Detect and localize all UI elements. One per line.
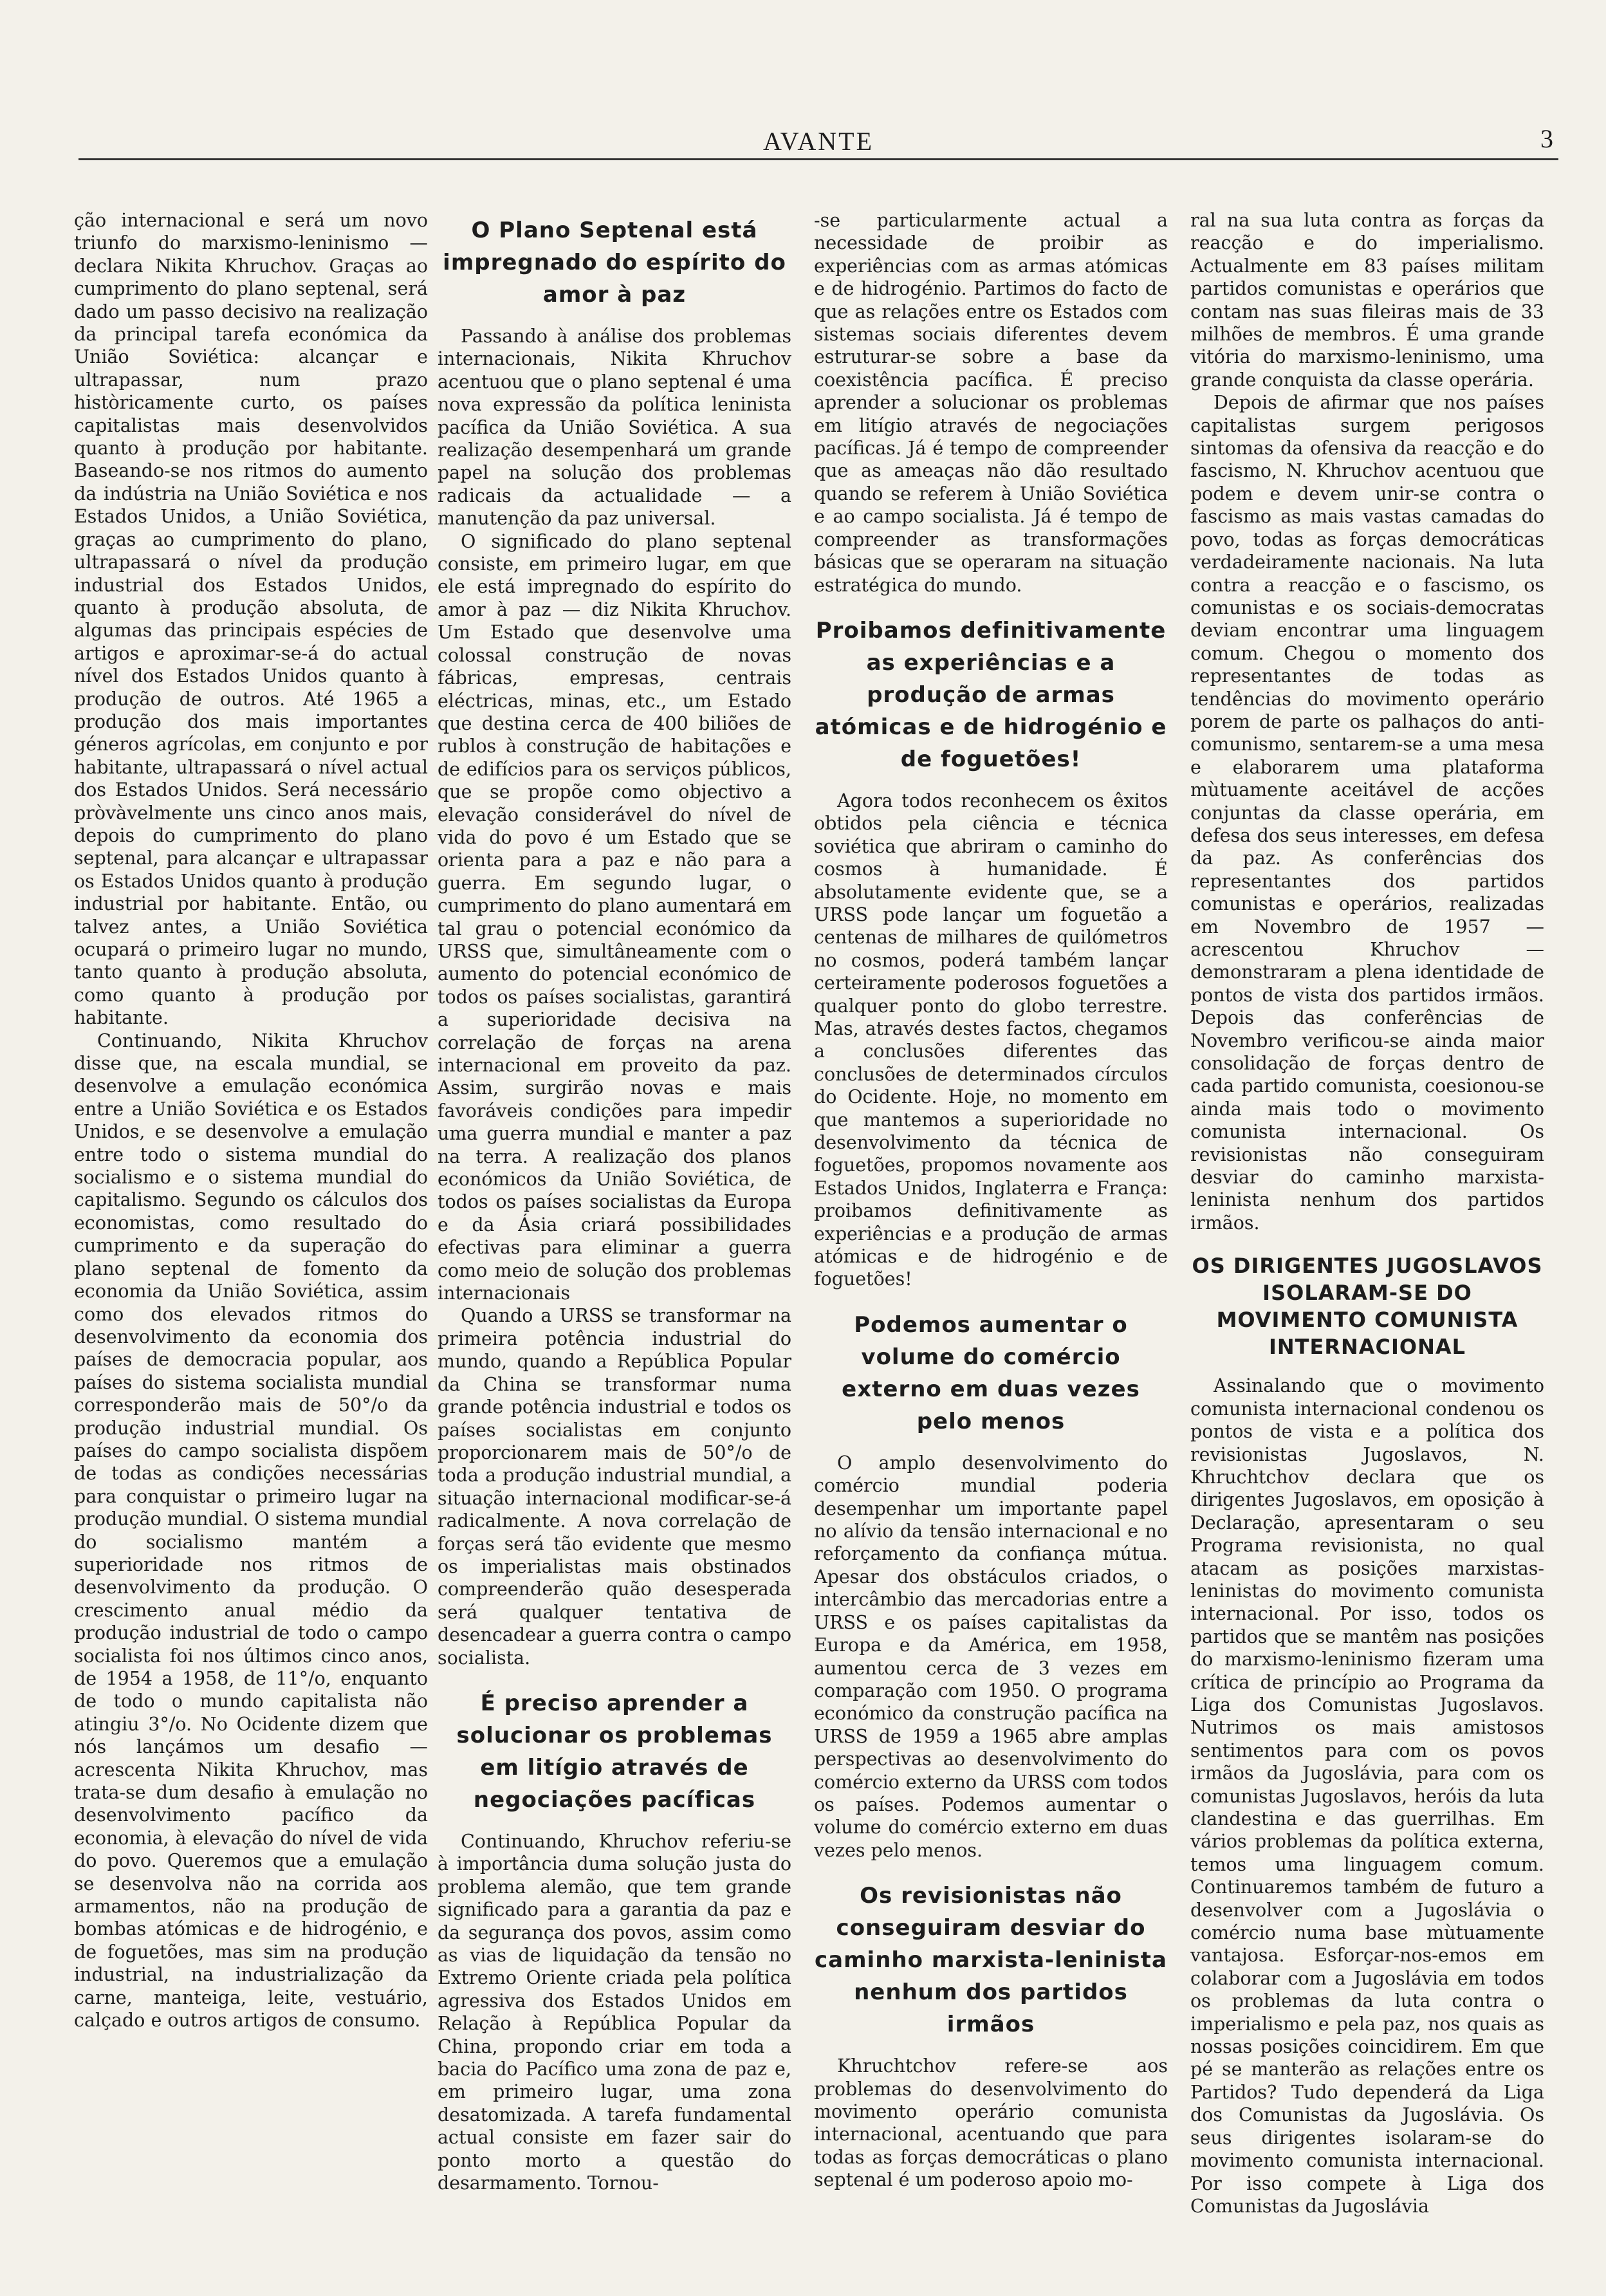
paragraph: Khruchtchov refere-se aos problemas do desenvolvimento do movimento operário comunista internacional, acentuando que para todas as forças democráticas o plano septenal é um poderoso apoio mo- bbox=[814, 2055, 1168, 2191]
page-number: 3 bbox=[1540, 124, 1553, 153]
paragraph: Quando a URSS se transformar na primeira potência industrial do mundo, quando a República Popular da China se transformar numa grande potência industrial e todos os países socialistas em conjunto proporcionarem mais de 50°/o de toda a produção industrial mundial, a situação internacional modificar-se-á radicalmente. A nova correlação de forças será tão evidente que mesmo os imperialistas mais obstinados compreenderão quão desesperada será qualquer tentativa de desencadear a guerra contra o campo socialista. bbox=[438, 1305, 791, 1669]
paragraph: Depois de afirmar que nos países capitalistas surgem perigosos sintomas da ofensiva da reacção e do fascismo, N. Khruchov acentuou que podem e devem unir-se contra o fascismo as mais vastas camadas do povo, todas as forças democráticas verdadeiramente nacionais. Na luta contra a reacção e o fascismo, os comunistas e os sociais-democratas deviam encontrar uma linguagem comum. Chegou o momento dos representantes de todas as tendências do movimento operário porem de parte os palhaços do anti-comunismo, sentarem-se a uma mesa e elaborarem uma plataforma mùtuamente aceitável de acções conjuntas da classe operária, em defesa dos seus interesses, em defesa da paz. As conferências dos representantes dos partidos comunistas e operários, realizadas em Novembro de 1957 — acrescentou Khruchov — demonstraram a plena identidade de pontos de vista dos partidos irmãos. Depois das conferências de Novembro verificou-se ainda maior consolidação de forças dentro de cada partido comunista, coesionou-se ainda mais todo o movimento comunista internacional. Os revisionistas não conseguiram desviar do caminho marxista-leninista nenhum dos partidos irmãos. bbox=[1190, 392, 1544, 1234]
section-heading: Os revisionistas não conseguiram desviar do caminho marxista-leninista nenhum dos partidos irmãos bbox=[815, 1883, 1167, 2038]
column-2 bbox=[438, 209, 791, 2268]
paragraph: Continuando, Nikita Khruchov disse que, na escala mundial, se desenvolve a emulação económica entre a União Soviética e os Estados Unidos, e se desenvolve a emulação entre todo o sistema mundial do socialismo e o sistema mundial do capitalismo. Segundo os cálculos dos economistas, como resultado do cumprimento e da superação do plano septenal de fomento da economia da União Soviética, assim como dos elevados ritmos do desenvolvimento da economia dos países de democracia popular, aos países do sistema socialista mundial corresponderão mais de 50°/o da produção industrial mundial. Os países do campo socialista dispõem de todas as condições necessárias para conquistar o primeiro lugar na produção mundial. O sistema mundial do socialismo mantém a superioridade nos ritmos de desenvolvimento da produção. O crescimento anual médio da produção industrial de todo o campo socialista foi nos últimos cinco anos, de 1954 a 1958, de 11°/o, enquanto de todo o mundo capitalista não atingiu 3°/o. No Ocidente dizem que nós lançámos um desafio — acrescenta Nikita Khruchov, mas trata-se dum desafio à emulação no desenvolvimento pacífico da economia, à elevação do nível de vida do povo. Queremos que a emulação se desenvolva não na corrida aos armamentos, não na produção de bombas atómicas e de hidrogénio, e de foguetões, mas sim na produção industrial, na industrialização da carne, manteiga, leite, vestuário, calçado e outros artigos de consumo. bbox=[74, 1030, 428, 2032]
column-1 bbox=[74, 209, 428, 2268]
paragraph: Continuando, Khruchov referiu-se à importância duma solução justa do problema alemão, que tem grande significado para a garantia da paz e da segurança dos povos, assim como as vias de liquidação da tensão no Extremo Oriente criada pela política agressiva dos Estados Unidos em Relação à República Popular da China, propondo criar em toda a bacia do Pacífico uma zona de paz e, em primeiro lugar, uma zona desatomizada. A tarefa fundamental actual consiste em fazer sair do ponto morto a questão do desarmamento. Tornou- bbox=[438, 1830, 791, 2194]
column-3 bbox=[814, 209, 1168, 2268]
section-heading: Podemos aumentar o volume do comércio externo em duas vezes pelo menos bbox=[842, 1311, 1140, 1434]
paragraph: O amplo desenvolvimento do comércio mundial poderia desempenhar um importante papel no alívio da tensão internacional e no reforçamento da confiança mútua. Apesar dos obstáculos criados, o intercâmbio das mercadorias entre a URSS e os países capitalistas da Europa e da América, em 1958, aumentou cerca de 3 vezes em comparação com 1950. O programa económico da construção pacífica na URSS de 1959 a 1965 abre amplas perspectivas ao desenvolvimento do comércio externo da URSS com todos os países. Podemos aumentar o volume do comércio externo em duas vezes pelo menos. bbox=[814, 1452, 1168, 1861]
masthead bbox=[78, 126, 1558, 160]
paragraph: ção internacional e será um novo triunfo do marxismo-leninismo — declara Nikita Khruchov. Graças ao cumprimento do plano septenal, será dado um passo decisivo na realização da principal tarefa económica da União Soviética: alcançar e ultrapassar, num prazo històricamente curto, os países capitalistas mais desenvolvidos quanto à produção por habitante. Baseando-se nos ritmos do aumento da indústria na União Soviética e nos Estados Unidos, a União Soviética, graças ao cumprimento do plano, ultrapassará o nível da produção industrial dos Estados Unidos, quanto à produção absoluta, de algumas das principais espécies de artigos e aproximar-se-á do actual nível dos Estados Unidos quanto à produção de outros. Até 1965 a produção dos mais importantes géneros agrícolas, em conjunto e por habitante, ultrapassará o nível actual dos Estados Unidos. Será necessário pròvàvelmente uns cinco anos mais, depois do cumprimento do plano septenal, para alcançar e ultrapassar os Estados Unidos quanto à produção industrial por habitante. Então, ou talvez antes, a União Soviética ocupará o primeiro lugar no mundo, tanto quanto à produção absoluta, como quanto à produção por habitante. bbox=[74, 210, 428, 1029]
paragraph: O significado do plano septenal consiste, em primeiro lugar, em que ele está impregnado do espírito do amor à paz — diz Nikita Khruchov. Um Estado que desenvolve uma colossal construção de novas fábricas, empresas, centrais eléctricas, minas, etc., um Estado que destina cerca de 400 biliões de rublos à construção de habitações e de edifícios para os serviços públicos, que se propõe como objectivo a elevação considerável do nível de vida do povo é um Estado que se orienta para a paz e não para a guerra. Em segundo lugar, o cumprimento do plano aumentará em tal grau o potencial económico da URSS que, simultâneamente com o aumento do potencial económico de todos os países socialistas, garantirá a superioridade decisiva na correlação de forças na arena internacional em proveito da paz. Assim, surgirão novas e mais favoráveis condições para impedir uma guerra mundial e manter a paz na terra. A realização dos planos económicos da União Soviética, de todos os países socialistas da Europa e da Ásia criará possibilidades efectivas para eliminar a guerra como meio de solução dos problemas internacionais bbox=[438, 530, 791, 1304]
paragraph: -se particularmente actual a necessidade de proibir as experiências com as armas atómicas e de hidrogénio. Partimos do facto de que as relações entre os Estados com sistemas sociais diferentes devem estruturar-se sobre a base da coexistência pacífica. É preciso aprender a solucionar os problemas em litígio através de negociações pacíficas. Já é tempo de compreender que as ameaças não dão resultado quando se referem à União Soviética e ao campo socialista. Já é tempo de compreender as transformações básicas que se operaram na situação estratégica do mundo. bbox=[814, 210, 1168, 596]
paragraph: ral na sua luta contra as forças da reacção e do imperialismo. Actualmente em 83 países militam partidos comunistas e operários que contam nas suas fileiras mais de 33 milhões de membros. É uma grande vitória do marxismo-leninismo, uma grande conquista da classe operária. bbox=[1190, 210, 1544, 391]
section-heading: O Plano Septenal está impregnado do espírito do amor à paz bbox=[443, 218, 786, 308]
paragraph: Assinalando que o movimento comunista internacional condenou os pontos de vista e a política dos revisionistas Jugoslavos, N. Khruchtchov declara que os dirigentes Jugoslavos, em oposição à Declaração, apresentaram o seu Programa revisionista, no qual atacam as posições marxistas-leninistas do movimento comunista internacional. Por isso, todos os partidos que se mantêm nas posições do marxismo-leninismo fizeram uma crítica de princípio ao Programa da Liga dos Comunistas Jugoslavos. Nutrimos os mais amistosos sentimentos para com os povos irmãos da Jugoslávia, para com os comunistas Jugoslavos, heróis da luta clandestina e das guerrilhas. Em vários problemas da política externa, temos uma linguagem comum. Continuaremos também de futuro a desenvolver com a Jugoslávia o comércio numa base mùtuamente vantajosa. Esforçar-nos-emos em colaborar com a Jugoslávia em todos os problemas da luta contra o imperialismo e pela paz, nos quais as nossas posições coincidirem. Em que pé se manterão as relações entre os Partidos? Tudo dependerá da Liga dos Comunistas da Jugoslávia. Os seus dirigentes isolaram-se do movimento comunista internacional. Por isso compete à Liga dos Comunistas da Jugoslávia bbox=[1190, 1375, 1544, 2217]
section-heading: OS DIRIGENTES JUGOSLAVOS ISOLARAM-SE DO MOVIMENTO COMUNISTA INTERNACIONAL bbox=[1192, 1254, 1543, 1360]
paragraph: Passando à análise dos problemas internacionais, Nikita Khruchov acentuou que o plano septenal é uma nova expressão da política leninista pacífica da União Soviética. A sua realização desempenhará um grande papel na solução dos problemas radicais da actualidade — a manutenção da paz universal. bbox=[438, 326, 791, 530]
paragraph: Agora todos reconhecem os êxitos obtidos pela ciência e técnica soviética que abriram o caminho do cosmos à humanidade. É absolutamente evidente que, se a URSS pode lançar um foguetão a centenas de milhares de quilómetros no cosmos, poderá também lançar certeiramente poderosos foguetões a qualquer ponto do globo terrestre. Mas, através destes factos, chegamos a conclusões diferentes das conclusões de determinados círculos do Ocidente. Hoje, no momento em que mantemos a superioridade no desenvolvimento da técnica de foguetões, propomos novamente aos Estados Unidos, Inglaterra e França: proibamos definitivamente as experiências e a produção de armas atómicas e de hidrogénio e de foguetões! bbox=[814, 790, 1168, 1290]
section-heading: É preciso aprender a solucionar os problemas em litígio através de negociações pacíficas bbox=[456, 1690, 773, 1813]
section-heading: Proibamos definitivamente as experiências e a produção de armas atómicas e de hidrogénio e de foguetões! bbox=[815, 617, 1167, 772]
column-4 bbox=[1190, 209, 1544, 2268]
newspaper-title: AVANTE bbox=[762, 127, 874, 156]
